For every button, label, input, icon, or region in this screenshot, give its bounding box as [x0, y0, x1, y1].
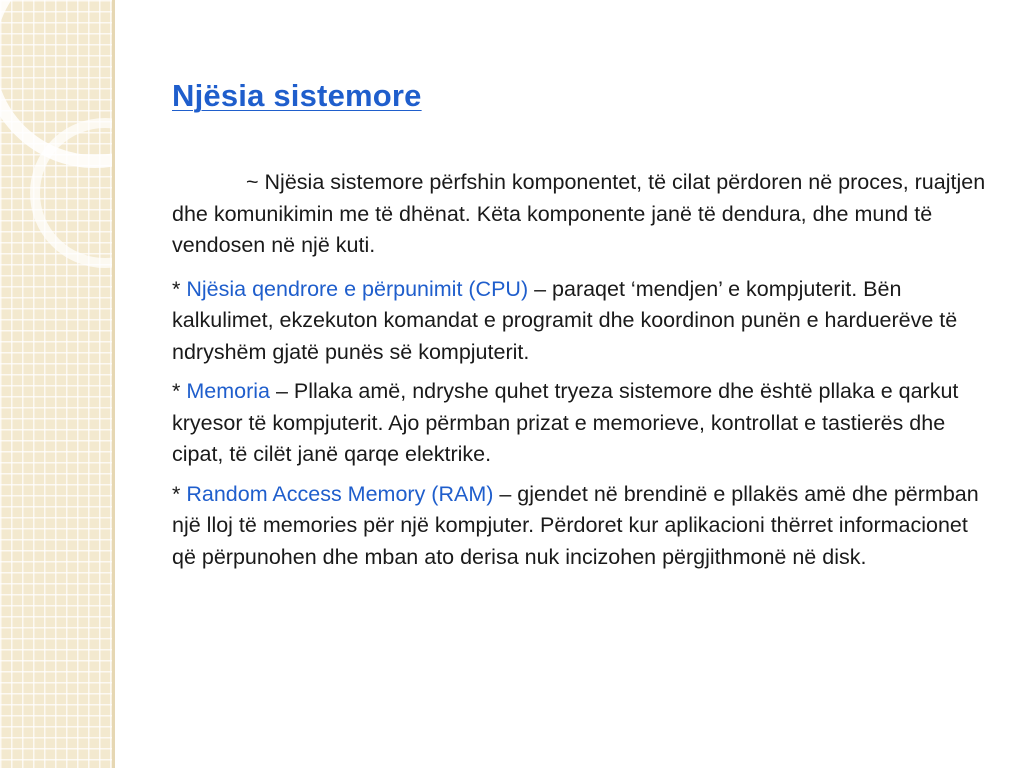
item-ram	[172, 479, 996, 574]
term-ram: Random Access Memory (RAM)	[186, 481, 494, 506]
item-memoria	[172, 376, 996, 471]
bullet-marker: *	[172, 481, 181, 506]
item-cpu-text: – paraqet ‘mendjen’ e kompjuterit. Bën kalkulimet, ekzekuton komandat e programit dhe koordinon punën e harduerëve të ndryshëm gjatë punës së kompjuterit.	[172, 276, 958, 364]
intro-paragraph: ~ Njësia sistemore përfshin komponentet, të cilat përdoren në proces, ruajtjen dhe komunikimin me të dhënat. Këta komponente janë të dendura, dhe mund të vendosen në një kuti.	[172, 170, 986, 257]
term-cpu: Njësia qendrore e përpunimit (CPU)	[186, 276, 529, 301]
bullet-marker: *	[172, 379, 181, 403]
slide-title: Njësia sistemore	[172, 78, 422, 113]
term-memoria: Memoria	[186, 379, 270, 403]
bullet-marker: *	[172, 276, 181, 301]
side-panel-border	[112, 0, 115, 768]
slide-body	[172, 167, 996, 581]
item-cpu	[172, 274, 996, 369]
item-ram-text: – gjendet në brendinë e pllakës amë dhe përmban një lloj të memories për një kompjuter. Përdoret kur aplikacioni thërret informacionet që përpunohen dhe mban ato derisa nuk incizohen përgjithmonë në disk.	[172, 481, 979, 569]
item-memoria-text: – Pllaka amë, ndryshe quhet tryeza sistemore dhe është pllaka e qarkut kryesor të kompjuterit. Ajo përmban prizat e memorieve, kontrollat e tastierës dhe cipat, të cilët janë qarqe elektrike.	[172, 379, 959, 466]
decorative-side-panel	[0, 0, 112, 768]
